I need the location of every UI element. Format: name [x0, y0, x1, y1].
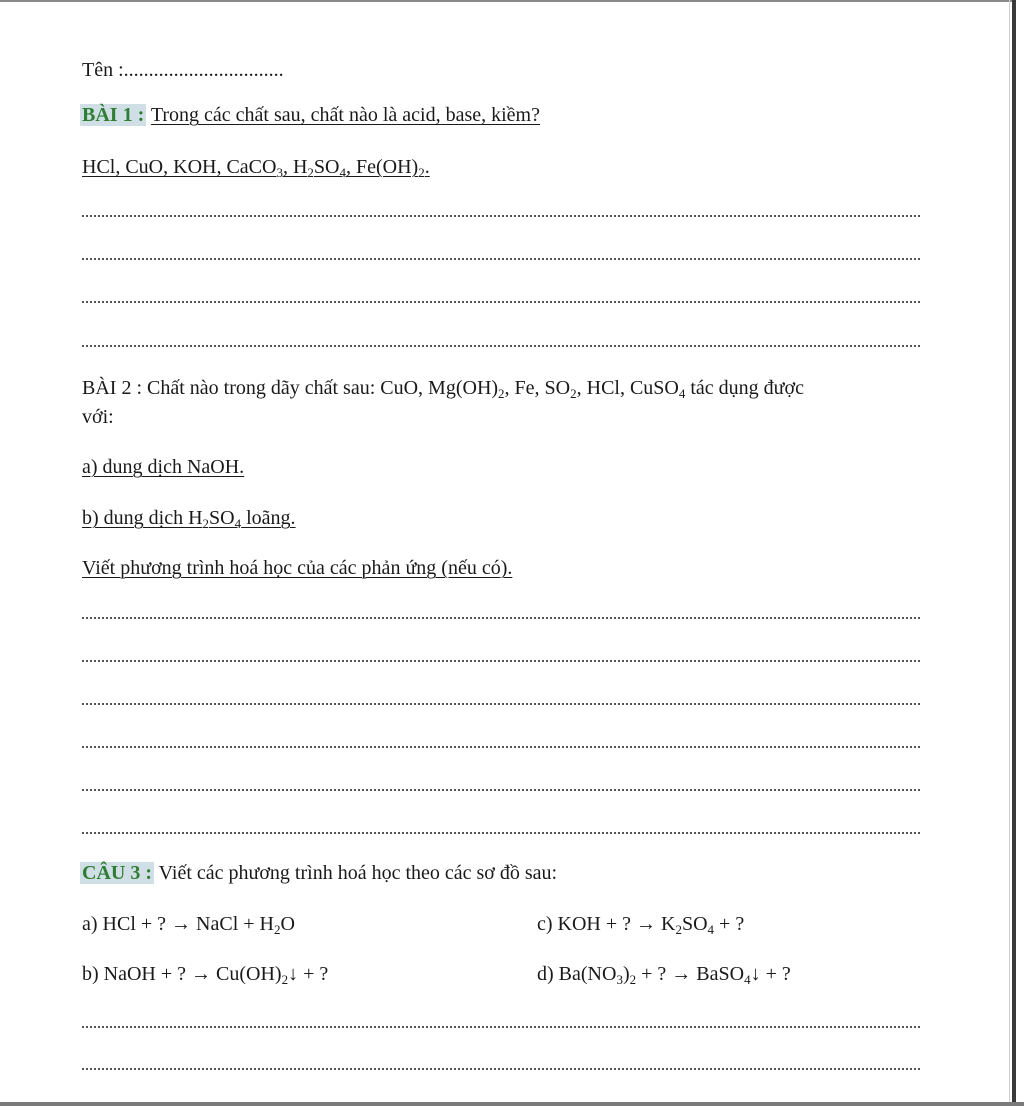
name-field-dots[interactable]: ................................: [123, 59, 284, 81]
bai1-question: Trong các chất sau, chất nào là acid, base, kiềm?: [150, 104, 540, 126]
subscript: 2: [202, 516, 210, 531]
bai1-substances: [82, 155, 430, 179]
answer-line[interactable]: [82, 215, 920, 217]
equation-d: [537, 962, 791, 986]
equation-c-text: c) KOH + ? → $K_2SO_4$ + ?: [537, 913, 745, 937]
subscript: 4: [678, 386, 686, 401]
bai2-item-a: [82, 455, 244, 479]
bai1-substances-text: HCl, CuO, KOH, CaCO$_3$, $H_2SO_4$, $Fe(OH)_2$.: [82, 156, 430, 180]
answer-line[interactable]: [82, 1068, 920, 1070]
cau3-question: Viết các phương trình hoá học theo các sơ đồ sau:: [154, 862, 558, 884]
bai2-item-b-text: b) dung dịch $H_2SO_4$ loãng.: [82, 507, 296, 531]
subscript: 2: [675, 922, 682, 937]
answer-line[interactable]: [82, 301, 920, 303]
subscript: 2: [498, 386, 505, 401]
cau3-heading: [82, 861, 557, 885]
page-border-right-inner: [1009, 0, 1010, 1106]
subscript: 2: [570, 386, 577, 401]
equation-d-text: d) $Ba(NO_3)_2$ + ? → BaSO$_4$↓ + ?: [537, 963, 791, 987]
subscript: 4: [744, 972, 751, 987]
subscript: 3: [616, 972, 623, 987]
equation-a: [82, 912, 295, 936]
subscript: 2: [281, 972, 289, 987]
name-label: Tên :: [82, 59, 124, 81]
bai2-item-b: [82, 506, 296, 530]
subscript: 2: [629, 972, 637, 987]
answer-line[interactable]: [82, 746, 920, 748]
cau3-label: CÂU 3 :: [82, 862, 152, 884]
equation-b: [82, 962, 328, 986]
name-line: [82, 58, 284, 82]
bai2-heading: [82, 376, 804, 400]
answer-line[interactable]: [82, 1026, 920, 1028]
equation-b-text: b) NaOH + ? → $Cu(OH)_2↓$ + ?: [82, 963, 329, 987]
equation-a-text: a) HCl + ? → NaCl + $H_2O$: [82, 913, 295, 937]
equation-c: [537, 912, 744, 936]
subscript: 4: [339, 165, 346, 180]
bai2-instruction-text: Viết phương trình hoá học của các phản ứng (nếu có).: [82, 557, 513, 579]
answer-line[interactable]: [82, 703, 920, 705]
subscript: 2: [418, 165, 425, 180]
answer-line[interactable]: [82, 789, 920, 791]
answer-line[interactable]: [82, 345, 920, 347]
bai2-question-cont-text: với:: [82, 406, 114, 428]
bai1-label: BÀI 1 :: [82, 104, 145, 126]
subscript: 2: [307, 165, 314, 180]
page-border-bottom: [0, 1102, 1024, 1106]
answer-line[interactable]: [82, 258, 920, 260]
subscript: 4: [707, 922, 715, 937]
answer-line[interactable]: [82, 617, 920, 619]
answer-line[interactable]: [82, 832, 920, 834]
subscript: 4: [234, 516, 242, 531]
answer-line[interactable]: [82, 660, 920, 662]
bai1-heading: [82, 103, 540, 127]
bai2-instruction: [82, 556, 512, 580]
bai2-question-cont: [82, 405, 114, 429]
subscript: 3: [276, 165, 283, 180]
bai2-item-a-text: a) dung dịch NaOH.: [82, 456, 245, 478]
bai2-question: Chất nào trong dãy chất sau: CuO, $Mg(OH)_2$, Fe, $SO_2$, HCl, CuSO$_4$ tác dụng được: [142, 377, 804, 401]
page-border-top: [0, 0, 1024, 2]
bai2-label: BÀI 2 :: [82, 377, 142, 399]
page-border-right: [1012, 0, 1024, 1106]
subscript: 2: [273, 922, 281, 937]
